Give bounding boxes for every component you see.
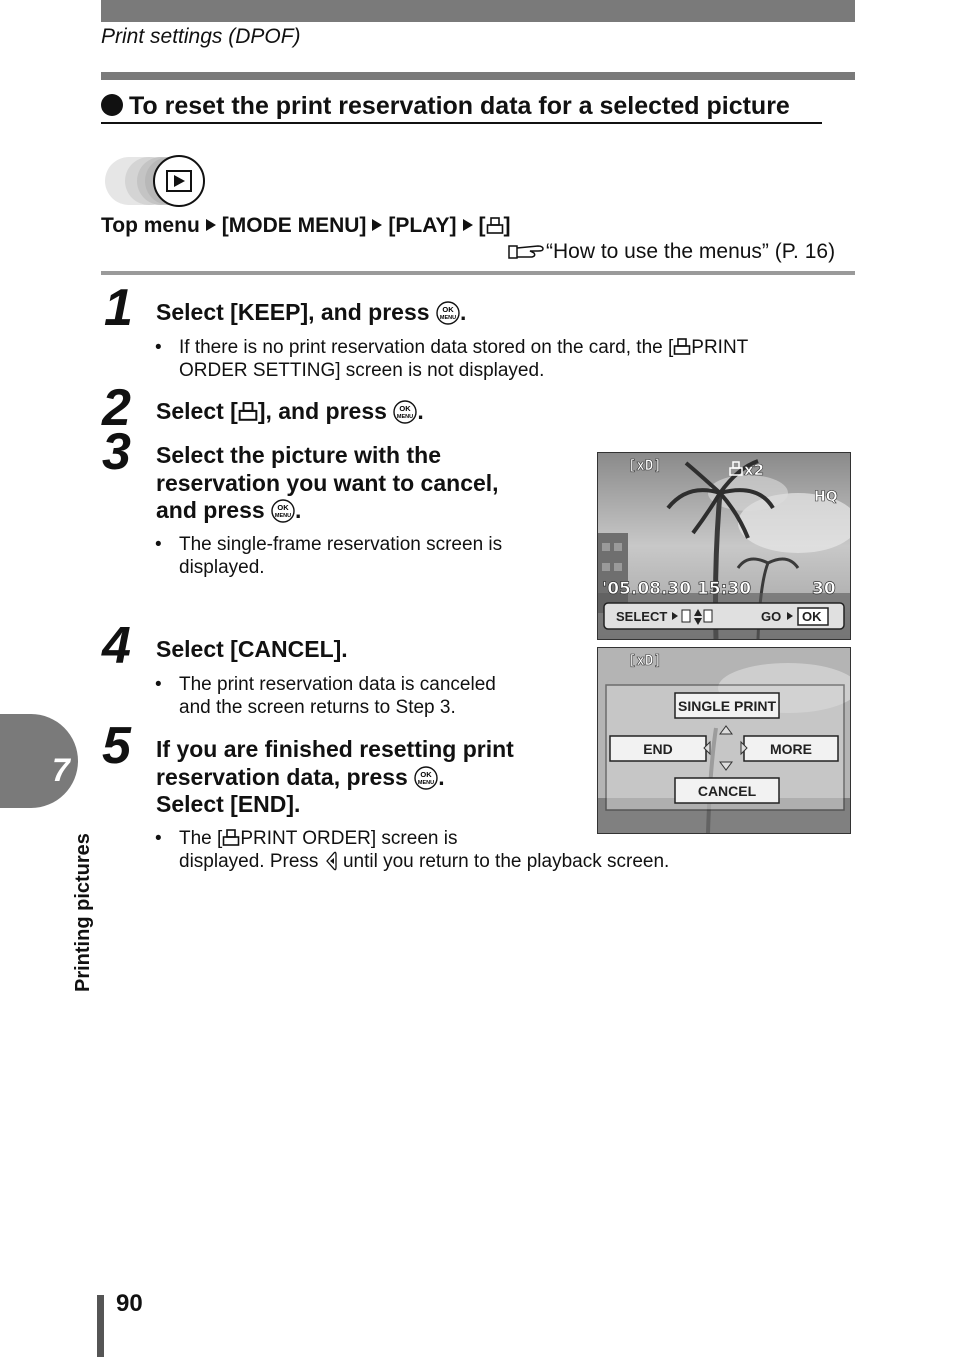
step-note: • The [ PRINT ORDER] screen is displayed. Press until you return to the playback screen. bbox=[155, 828, 670, 872]
ok-menu-button-icon bbox=[271, 499, 295, 523]
svg-text:[xD]: [xD] bbox=[628, 653, 662, 669]
page-number: 90 bbox=[116, 1290, 143, 1317]
step-instruction: Select [KEEP], and press OK MENU . bbox=[156, 299, 467, 325]
svg-text:CANCEL: CANCEL bbox=[697, 783, 757, 799]
step-number: 2 bbox=[102, 379, 131, 437]
step-number: 1 bbox=[104, 279, 133, 337]
arrow-left-button-icon bbox=[324, 850, 338, 872]
print-order-icon bbox=[486, 217, 504, 235]
step-instruction: Select the picture with the reservation you want to cancel, and press OK MENU . bbox=[156, 442, 499, 523]
svg-text:OK: OK bbox=[277, 503, 289, 512]
camera-screen-single-frame bbox=[597, 452, 851, 640]
camera-screen-print-menu bbox=[597, 647, 851, 834]
svg-text:OK: OK bbox=[420, 769, 432, 779]
chapter-label: Printing pictures bbox=[72, 833, 94, 992]
section-title: To reset the print reservation data for a selected picture bbox=[101, 92, 790, 121]
svg-text:END: END bbox=[643, 741, 673, 757]
playback-mode-icon bbox=[103, 155, 213, 207]
ok-menu-button-icon bbox=[414, 766, 438, 790]
running-title: Print settings (DPOF) bbox=[101, 25, 301, 48]
page-reference: “How to use the menus” (P. 16) bbox=[508, 240, 835, 264]
chapter-tab: 7 bbox=[0, 714, 78, 808]
step-number: 4 bbox=[102, 617, 131, 675]
arrow-right-icon bbox=[206, 219, 216, 231]
print-order-icon bbox=[238, 402, 258, 422]
step-number: 5 bbox=[102, 717, 131, 775]
svg-text:OK: OK bbox=[802, 609, 822, 624]
step-instruction: Select [CANCEL]. bbox=[156, 636, 348, 662]
menu-path: Top menu [MODE MENU] [PLAY] [ ] bbox=[101, 214, 511, 237]
ok-menu-button-icon bbox=[436, 301, 460, 325]
print-order-icon bbox=[222, 829, 240, 847]
title-underline bbox=[101, 122, 822, 124]
bullet-icon bbox=[101, 94, 123, 116]
arrow-right-icon bbox=[463, 219, 473, 231]
ok-menu-button-icon bbox=[393, 400, 417, 424]
step-note: • The single-frame reservation screen is displayed. bbox=[155, 534, 503, 578]
page-number-bar bbox=[97, 1295, 104, 1357]
step-note: • If there is no print reservation data stored on the card, the [ PRINT ORDER SETTING] screen is not displayed. bbox=[155, 337, 749, 381]
svg-text:SINGLE PRINT: SINGLE PRINT bbox=[677, 698, 777, 714]
hand-pointer-icon bbox=[508, 241, 546, 261]
svg-text:MENU: MENU bbox=[397, 414, 414, 420]
svg-text:HQ: HQ bbox=[814, 489, 838, 505]
section-rule bbox=[101, 72, 855, 80]
svg-text:MENU: MENU bbox=[418, 779, 435, 786]
svg-text:x2: x2 bbox=[744, 461, 765, 479]
svg-text:30: 30 bbox=[812, 579, 836, 599]
svg-text:[xD]: [xD] bbox=[628, 458, 662, 474]
arrow-right-icon bbox=[372, 219, 382, 231]
step-instruction: Select [ ], and press OK MENU . bbox=[156, 398, 424, 424]
step-note: • The print reservation data is canceled and the screen returns to Step 3. bbox=[155, 674, 496, 718]
svg-text:MORE: MORE bbox=[770, 741, 812, 757]
svg-text:MENU: MENU bbox=[274, 513, 292, 519]
svg-text:OK: OK bbox=[442, 305, 454, 314]
svg-text:GO: GO bbox=[761, 609, 782, 624]
step-instruction: If you are finished resetting print reservation data, press OK MENU . Select [END]. bbox=[156, 736, 514, 817]
svg-text:MENU: MENU bbox=[439, 315, 457, 321]
svg-text:OK: OK bbox=[399, 404, 411, 413]
divider bbox=[101, 271, 855, 275]
header-bar bbox=[101, 0, 855, 22]
svg-text:SELECT: SELECT bbox=[616, 609, 668, 624]
print-order-icon bbox=[673, 338, 691, 356]
svg-text:'05.08.30 15:30: '05.08.30 15:30 bbox=[602, 579, 752, 599]
step-number: 3 bbox=[102, 423, 131, 481]
